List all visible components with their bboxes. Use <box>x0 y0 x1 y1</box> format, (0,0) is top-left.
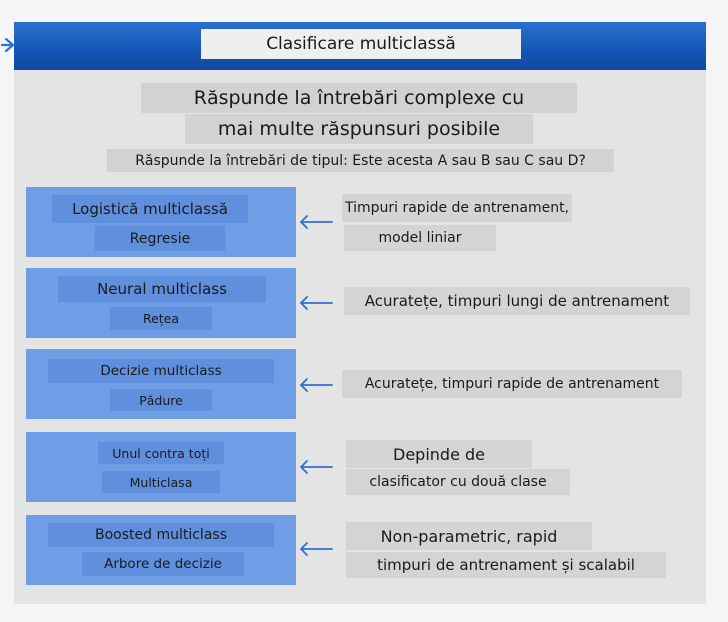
description-line-2: model liniar <box>344 225 496 251</box>
arrow-left-icon <box>298 215 334 229</box>
arrow-left-icon <box>298 460 334 474</box>
algorithm-subname: Pădure <box>110 389 212 411</box>
arrow-right-icon <box>0 30 16 60</box>
algorithm-name: Unul contra toți <box>98 442 224 464</box>
headline-line-1: Răspunde la întrebări complexe cu <box>141 83 577 113</box>
algorithm-card-logistic <box>26 187 296 257</box>
description-line-1: Acuratețe, timpuri lungi de antrenament <box>344 287 690 315</box>
subheadline: Răspunde la întrebări de tipul: Este acesta A sau B sau C sau D? <box>107 149 614 172</box>
algorithm-card-boosted <box>26 515 296 585</box>
description-line-2: clasificator cu două clase <box>346 469 570 495</box>
algorithm-subname: Regresie <box>95 226 225 251</box>
algorithm-name: Decizie multiclass <box>48 359 274 383</box>
description-line-2: timpuri de antrenament și scalabil <box>346 552 666 578</box>
description-line-1: Non-parametric, rapid <box>346 522 592 550</box>
algorithm-card-decision-forest <box>26 349 296 419</box>
algorithm-subname: Arbore de decizie <box>82 552 244 576</box>
algorithm-card-neural <box>26 268 296 338</box>
algorithm-subname: Rețea <box>110 307 212 330</box>
algorithm-name: Logistică multiclassă <box>52 195 248 223</box>
arrow-left-icon <box>298 296 334 310</box>
arrow-left-icon <box>298 378 334 392</box>
description-line-1: Timpuri rapide de antrenament, <box>342 194 572 222</box>
algorithm-name: Neural multiclass <box>58 276 266 302</box>
algorithm-subname: Multiclasa <box>102 471 220 493</box>
arrow-left-icon <box>298 542 334 556</box>
algorithm-name: Boosted multiclass <box>48 523 274 547</box>
headline-line-2: mai multe răspunsuri posibile <box>185 114 533 144</box>
description-line-1: Depinde de <box>346 440 532 468</box>
diagram-title: Clasificare multiclassă <box>201 29 521 59</box>
description-line-1: Acuratețe, timpuri rapide de antrenament <box>342 370 682 398</box>
algorithm-card-one-vs-all <box>26 432 296 502</box>
